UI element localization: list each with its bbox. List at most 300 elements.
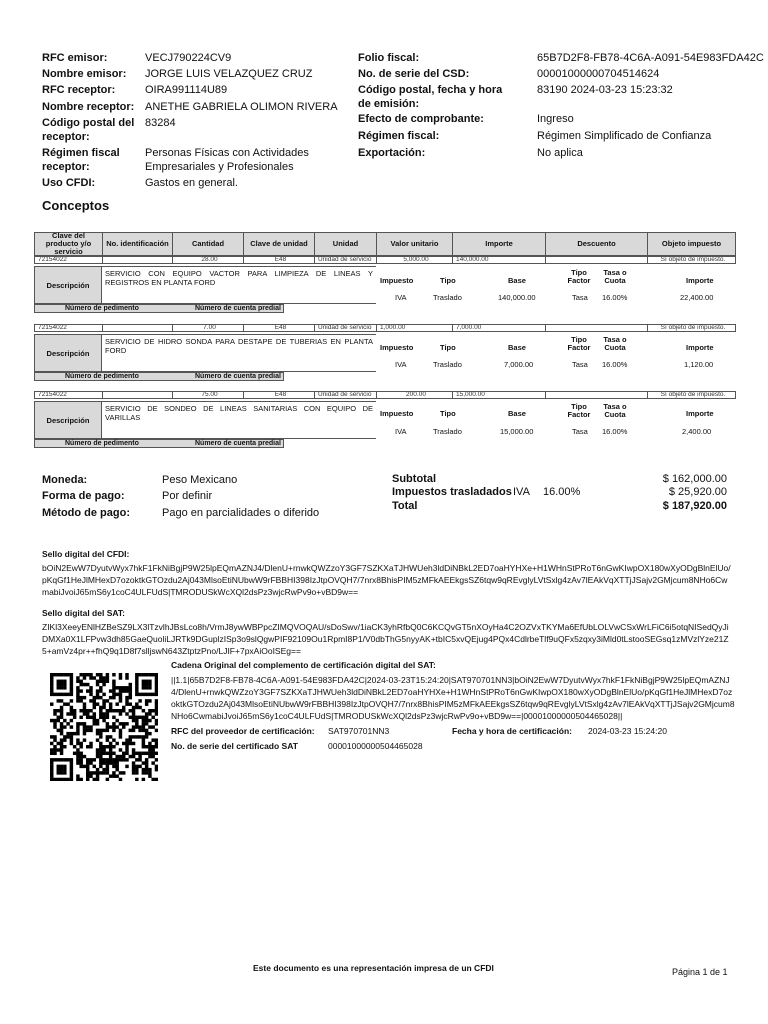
qr-module xyxy=(119,748,122,751)
item-importe: 15,000.00 xyxy=(453,392,546,398)
qr-module xyxy=(60,742,63,745)
qr-module xyxy=(112,673,115,676)
qr-module xyxy=(109,689,112,692)
qr-module xyxy=(151,778,154,781)
qr-module xyxy=(53,712,56,715)
tax-impuesto-value: IVA xyxy=(395,360,407,369)
qr-module xyxy=(66,673,69,676)
header-cantidad: Cantidad xyxy=(173,233,244,255)
qr-module xyxy=(106,716,109,719)
qr-module xyxy=(86,683,89,686)
tax-tasa-header: Tasa o Cuota xyxy=(603,268,627,285)
qr-module xyxy=(115,686,118,689)
qr-module xyxy=(73,709,76,712)
qr-module xyxy=(129,738,132,741)
qr-module xyxy=(76,699,79,702)
qr-module xyxy=(106,745,109,748)
tax-importe-header: Importe xyxy=(686,276,714,285)
sello-sat-value: ZIKl3XeeyENlHZBeSZ9LX3lTzvlhJBsLco8h/VrmJ8ywWBPpcZIMQVOQAU/sDoSwv/1iaCK3yhRfbQ0C6KCQvGT5nXOyHa4C2OZVxTKYMa6EfUbLOLVwCSxWrLFiC6i5otqNISedQyJiDMXa0X1LFPvw3dh85GaeQuoliLJRTk9DGuplzISp3o9slQgwPIF92109Ou1RpmI8P1/V0dbThG5nyyAK+tbIC5xvQEjug4PQx4CdlrbeTlf9uQFx5zqxy3iMld0tLstooSEGsq1zMVzlYze21Z5+amVz4pr++fhQ9q1D8f7slljswN643ZtptzPno/LJIF+7pxAiOoISEg== xyxy=(42,622,729,656)
qr-module xyxy=(135,765,138,768)
qr-module xyxy=(79,696,82,699)
qr-module xyxy=(125,748,128,751)
qr-module xyxy=(53,673,56,676)
qr-module xyxy=(132,752,135,755)
qr-module xyxy=(60,745,63,748)
qr-code-graphic xyxy=(50,673,158,781)
pedimento-label: Número de pedimento xyxy=(65,373,139,380)
qr-module xyxy=(102,752,105,755)
nombre-receptor-label: Nombre receptor: xyxy=(42,101,135,113)
qr-module xyxy=(109,706,112,709)
qr-module xyxy=(145,768,148,771)
qr-module xyxy=(129,693,132,696)
qr-module xyxy=(93,699,96,702)
qr-module xyxy=(63,745,66,748)
qr-module xyxy=(99,748,102,751)
qr-module xyxy=(125,673,128,676)
qr-module xyxy=(96,719,99,722)
qr-module xyxy=(83,765,86,768)
cp-fecha-value: 83190 2024-03-23 15:23:32 xyxy=(537,84,673,96)
cp-receptor-value: 83284 xyxy=(145,117,176,129)
qr-module xyxy=(112,709,115,712)
nombre-emisor-value: JORGE LUIS VELAZQUEZ CRUZ xyxy=(145,68,313,80)
qr-module xyxy=(50,719,53,722)
folio-fiscal-value: 65B7D2F8-FB78-4C6A-A091-54E983FDA42C xyxy=(537,52,764,64)
qr-module xyxy=(122,689,125,692)
qr-module xyxy=(106,673,109,676)
qr-module xyxy=(142,729,145,732)
qr-module xyxy=(70,693,73,696)
iva-rate: 16.00% xyxy=(543,486,581,498)
qr-module xyxy=(148,709,151,712)
qr-module xyxy=(109,774,112,777)
qr-module xyxy=(155,712,158,715)
qr-module xyxy=(102,693,105,696)
tax-tipo-value: Traslado xyxy=(433,293,462,302)
qr-module xyxy=(96,702,99,705)
impuestos-value: $ 25,920.00 xyxy=(668,486,727,498)
qr-module xyxy=(57,729,60,732)
qr-module xyxy=(145,702,148,705)
tax-base-value: 7,000.00 xyxy=(504,360,534,369)
qr-module xyxy=(99,706,102,709)
qr-module xyxy=(83,722,86,725)
cadena-label: Cadena Original del complemento de certificación digital del SAT: xyxy=(171,660,436,670)
qr-module xyxy=(135,689,138,692)
qr-module xyxy=(109,702,112,705)
cuenta-predial-label: Número de cuenta predial xyxy=(195,373,281,380)
qr-module xyxy=(145,712,148,715)
qr-module xyxy=(102,768,105,771)
qr-module xyxy=(102,771,105,774)
qr-module xyxy=(142,761,145,764)
qr-module xyxy=(76,758,79,761)
qr-module xyxy=(79,673,82,676)
qr-module xyxy=(132,761,135,764)
qr-module xyxy=(145,761,148,764)
item-descripcion: SERVICIO DE HIDRO SONDA PARA DESTAPE DE TUBERIAS EN PLANTA FORD xyxy=(102,334,376,372)
qr-module xyxy=(96,738,99,741)
subtotal-value: $ 162,000.00 xyxy=(662,473,727,485)
cp-fecha-label: Código postal, fecha y hora de emisión: xyxy=(358,84,503,110)
moneda-label: Moneda: xyxy=(42,474,88,486)
item-descuento xyxy=(546,392,648,398)
qr-module xyxy=(122,758,125,761)
qr-module xyxy=(135,752,138,755)
uso-cfdi-value: Gastos en general. xyxy=(145,177,238,189)
qr-module xyxy=(129,686,132,689)
qr-module xyxy=(79,709,82,712)
qr-module xyxy=(132,765,135,768)
qr-module xyxy=(89,745,92,748)
qr-module xyxy=(142,771,145,774)
sello-sat-label: Sello digital del SAT: xyxy=(42,608,125,618)
qr-module xyxy=(106,738,109,741)
qr-module xyxy=(76,742,79,745)
qr-module xyxy=(115,702,118,705)
qr-module xyxy=(119,758,122,761)
qr-module xyxy=(86,758,89,761)
qr-module xyxy=(155,683,158,686)
qr-module xyxy=(122,755,125,758)
qr-module xyxy=(60,725,63,728)
tax-impuesto-header: Impuesto xyxy=(380,343,414,352)
qr-module xyxy=(155,686,158,689)
rfc-emisor-value: VECJ790224CV9 xyxy=(145,52,232,64)
qr-module xyxy=(76,693,79,696)
qr-module xyxy=(57,765,60,768)
qr-module xyxy=(89,758,92,761)
qr-module xyxy=(53,725,56,728)
qr-module xyxy=(142,735,145,738)
qr-module xyxy=(63,719,66,722)
rfc-proveedor-value: SAT970701NN3 xyxy=(328,726,390,736)
qr-module xyxy=(96,683,99,686)
qr-module xyxy=(50,702,53,705)
qr-module xyxy=(106,761,109,764)
qr-module xyxy=(148,683,151,686)
qr-module xyxy=(89,689,92,692)
qr-module xyxy=(76,774,79,777)
qr-module xyxy=(155,709,158,712)
qr-module xyxy=(63,680,66,683)
qr-module xyxy=(83,732,86,735)
qr-module xyxy=(145,686,148,689)
qr-module xyxy=(66,722,69,725)
qr-module xyxy=(57,768,60,771)
descripcion-label: Descripción xyxy=(34,334,102,372)
tax-factor-value: Tasa xyxy=(572,293,588,302)
qr-module xyxy=(79,699,82,702)
qr-module xyxy=(76,738,79,741)
qr-module xyxy=(135,725,138,728)
qr-module xyxy=(155,778,158,781)
qr-module xyxy=(93,719,96,722)
qr-module xyxy=(125,689,128,692)
qr-module xyxy=(93,765,96,768)
qr-module xyxy=(63,778,66,781)
qr-module xyxy=(86,729,89,732)
qr-module xyxy=(145,758,148,761)
rfc-emisor-label: RFC emisor: xyxy=(42,52,108,64)
qr-module xyxy=(102,706,105,709)
qr-module xyxy=(145,693,148,696)
metodo-pago-label: Método de pago: xyxy=(42,507,130,519)
qr-module xyxy=(86,712,89,715)
item-clave: 72154022 xyxy=(35,257,103,263)
tax-factor-value: Tasa xyxy=(572,360,588,369)
qr-module xyxy=(83,696,86,699)
no-serie-sat-value: 00001000000504465028 xyxy=(328,741,423,751)
qr-module xyxy=(66,702,69,705)
qr-module xyxy=(50,778,53,781)
item-no-identificacion xyxy=(103,392,173,398)
qr-module xyxy=(50,693,53,696)
qr-module xyxy=(60,722,63,725)
qr-module xyxy=(142,680,145,683)
fecha-cert-label: Fecha y hora de certificación: xyxy=(452,726,572,736)
sello-cfdi-label: Sello digital del CFDI: xyxy=(42,549,130,559)
qr-module xyxy=(115,768,118,771)
pedimento-label: Número de pedimento xyxy=(65,440,139,447)
qr-module xyxy=(86,689,89,692)
qr-module xyxy=(148,748,151,751)
qr-module xyxy=(119,722,122,725)
qr-module xyxy=(99,771,102,774)
qr-module xyxy=(53,735,56,738)
qr-module xyxy=(145,699,148,702)
qr-module xyxy=(53,752,56,755)
qr-module xyxy=(99,745,102,748)
qr-module xyxy=(76,689,79,692)
qr-module xyxy=(63,765,66,768)
qr-module xyxy=(50,761,53,764)
qr-module xyxy=(60,683,63,686)
qr-module xyxy=(57,778,60,781)
header-unidad: Unidad xyxy=(315,233,377,255)
qr-module xyxy=(76,722,79,725)
moneda-value: Peso Mexicano xyxy=(162,474,238,486)
qr-module xyxy=(135,719,138,722)
qr-module xyxy=(70,765,73,768)
qr-module xyxy=(86,778,89,781)
qr-module xyxy=(155,706,158,709)
qr-module xyxy=(129,709,132,712)
qr-module xyxy=(57,686,60,689)
regimen-receptor-label: Régimen fiscal receptor: xyxy=(42,147,120,173)
qr-module xyxy=(63,673,66,676)
qr-module xyxy=(53,748,56,751)
tax-tipo-value: Traslado xyxy=(433,427,462,436)
qr-module xyxy=(122,686,125,689)
conceptos-table-header xyxy=(34,232,736,256)
qr-module xyxy=(50,771,53,774)
qr-module xyxy=(119,709,122,712)
qr-module xyxy=(76,732,79,735)
qr-module xyxy=(145,722,148,725)
qr-module xyxy=(135,758,138,761)
concepto-data-row xyxy=(34,256,736,264)
item-descripcion: SERVICIO CON EQUIPO VACTOR PARA LIMPIEZA DE LINEAS Y REGISTROS EN PLANTA FORD xyxy=(102,266,376,304)
serie-csd-label: No. de serie del CSD: xyxy=(358,68,470,80)
qr-module xyxy=(132,771,135,774)
qr-module xyxy=(76,686,79,689)
qr-module xyxy=(99,716,102,719)
qr-module xyxy=(99,742,102,745)
qr-module xyxy=(96,778,99,781)
qr-module xyxy=(93,702,96,705)
qr-module xyxy=(70,771,73,774)
qr-module xyxy=(132,709,135,712)
tax-tasa-value: 16.00% xyxy=(602,293,628,302)
qr-module xyxy=(112,745,115,748)
qr-module xyxy=(57,748,60,751)
qr-module xyxy=(112,729,115,732)
qr-module xyxy=(109,761,112,764)
qr-module xyxy=(129,755,132,758)
qr-module xyxy=(99,673,102,676)
qr-module xyxy=(83,729,86,732)
qr-module xyxy=(83,683,86,686)
qr-module xyxy=(106,699,109,702)
qr-module xyxy=(60,758,63,761)
qr-module xyxy=(93,712,96,715)
qr-module xyxy=(112,725,115,728)
qr-module xyxy=(70,719,73,722)
qr-module xyxy=(129,735,132,738)
concepto-data-row xyxy=(34,391,736,399)
qr-module xyxy=(86,761,89,764)
qr-module xyxy=(76,755,79,758)
qr-module xyxy=(112,758,115,761)
qr-module xyxy=(119,771,122,774)
tax-importe-header: Importe xyxy=(686,409,714,418)
item-objeto: Sí objeto de impuesto. xyxy=(660,257,726,263)
qr-module xyxy=(50,765,53,768)
qr-module xyxy=(132,742,135,745)
qr-module xyxy=(145,732,148,735)
tax-importe-value: 1,120.00 xyxy=(684,360,714,369)
page-number: Página 1 de 1 xyxy=(672,967,728,977)
folio-fiscal-label: Folio fiscal: xyxy=(358,52,420,64)
qr-module xyxy=(119,689,122,692)
qr-module xyxy=(53,722,56,725)
qr-module xyxy=(93,696,96,699)
qr-module xyxy=(148,680,151,683)
qr-module xyxy=(115,755,118,758)
item-cantidad: 28.00 xyxy=(173,257,244,263)
item-clave: 72154022 xyxy=(35,392,103,398)
qr-module xyxy=(151,761,154,764)
qr-module xyxy=(135,673,138,676)
no-serie-sat-label: No. de serie del certificado SAT xyxy=(171,741,298,751)
qr-module xyxy=(151,693,154,696)
qr-module xyxy=(96,680,99,683)
exportacion-label: Exportación: xyxy=(358,147,426,159)
qr-module xyxy=(115,761,118,764)
qr-module xyxy=(99,696,102,699)
qr-module xyxy=(50,758,53,761)
qr-module xyxy=(50,735,53,738)
qr-module xyxy=(102,680,105,683)
qr-module xyxy=(109,725,112,728)
qr-module xyxy=(125,752,128,755)
qr-module xyxy=(96,689,99,692)
tax-importe-value: 22,400.00 xyxy=(680,293,714,302)
qr-module xyxy=(70,709,73,712)
qr-module xyxy=(142,719,145,722)
item-importe: 140,000.00 xyxy=(453,257,546,263)
qr-module xyxy=(89,699,92,702)
qr-module xyxy=(125,765,128,768)
qr-module xyxy=(96,696,99,699)
qr-module xyxy=(83,709,86,712)
qr-module xyxy=(96,755,99,758)
qr-module xyxy=(83,725,86,728)
qr-module xyxy=(102,683,105,686)
qr-module xyxy=(50,676,53,679)
qr-module xyxy=(112,722,115,725)
qr-module xyxy=(151,748,154,751)
qr-module xyxy=(119,712,122,715)
qr-code xyxy=(50,673,158,781)
header-objeto-impuesto: Objeto impuesto xyxy=(661,239,722,248)
qr-module xyxy=(106,765,109,768)
qr-module xyxy=(79,761,82,764)
qr-module xyxy=(60,765,63,768)
header-importe: Importe xyxy=(453,233,546,255)
qr-module xyxy=(138,725,141,728)
tax-impuesto-value: IVA xyxy=(395,293,407,302)
qr-module xyxy=(60,673,63,676)
nombre-receptor-value: ANETHE GABRIELA OLIMON RIVERA xyxy=(145,101,338,113)
qr-module xyxy=(129,729,132,732)
qr-module xyxy=(99,686,102,689)
qr-module xyxy=(155,765,158,768)
qr-module xyxy=(142,742,145,745)
qr-module xyxy=(135,693,138,696)
qr-module xyxy=(106,709,109,712)
qr-module xyxy=(96,732,99,735)
qr-module xyxy=(50,742,53,745)
sello-cfdi-value: bOiN2EwW7DyutvWyx7hkF1FkNiBgjP9W25lpEQmAZNJ4/DlenU+rnwkQWZzoY3GF7SZKXaTJHWUeh3ldDiNBkL2ED7oaHYHXe+H1WHnStPRoT6nGwKIwpOX180wXyODgBlnElUo/pKqGf1HeJlMHexD7ozoktkGTOzdu2Aj043MlsoEtiNUbwW9rFBBHI398IzJtpOVQH7/7nrx8BhisPIM5zMFkAEEkgsSZ6tqw9qREvglyLVtSxlg4zAv7lEAkVqXTTjJSajv2GMjcum8NHo6CwmabiJvoiJ65mS6y1coC4ULFUdS|TMRODUSkWcXQl2dsPz3wjcRwPv9o+vBD9w== xyxy=(42,563,731,597)
qr-module xyxy=(102,729,105,732)
nombre-emisor-label: Nombre emisor: xyxy=(42,68,127,80)
qr-module xyxy=(132,729,135,732)
qr-module xyxy=(125,738,128,741)
qr-module xyxy=(155,699,158,702)
qr-module xyxy=(63,702,66,705)
qr-module xyxy=(66,712,69,715)
qr-module xyxy=(93,758,96,761)
tax-tipo-header: Tipo xyxy=(440,276,456,285)
regimen-fiscal-value: Régimen Simplificado de Confianza xyxy=(537,130,712,142)
qr-module xyxy=(70,712,73,715)
qr-module xyxy=(57,693,60,696)
qr-module xyxy=(96,768,99,771)
item-clave-unidad: E48 xyxy=(244,392,315,398)
item-descripcion: SERVICIO DE SONDEO DE LINEAS SANITARIAS CON EQUIPO DE VARILLAS xyxy=(102,401,376,439)
qr-module xyxy=(148,686,151,689)
qr-module xyxy=(86,771,89,774)
qr-module xyxy=(99,758,102,761)
qr-module xyxy=(93,771,96,774)
qr-module xyxy=(102,748,105,751)
qr-module xyxy=(109,709,112,712)
qr-module xyxy=(76,761,79,764)
qr-module xyxy=(145,683,148,686)
